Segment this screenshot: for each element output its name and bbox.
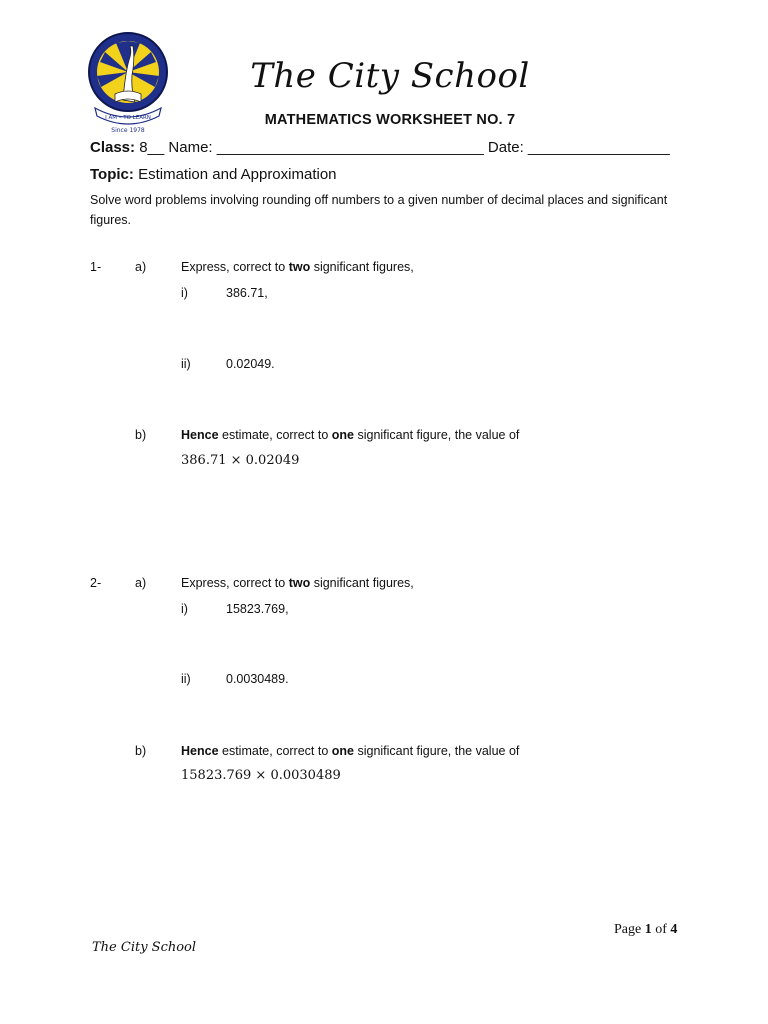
part-b-expression: 15823.769 × 0.0030489 bbox=[181, 768, 341, 783]
sub-ii-label: ii) bbox=[181, 357, 191, 371]
svg-text:Since 1978: Since 1978 bbox=[111, 127, 145, 134]
svg-text:I AM – TO LEARN: I AM – TO LEARN bbox=[105, 115, 151, 121]
part-b-expression: 386.71 × 0.02049 bbox=[181, 453, 300, 468]
date-label: Date: bbox=[487, 139, 524, 156]
sub-i-label: i) bbox=[181, 286, 188, 300]
part-a-instruction: Express, correct to two significant figures, bbox=[181, 260, 414, 274]
sub-ii-value: 0.02049. bbox=[226, 357, 275, 371]
date-blank: _________________ bbox=[527, 139, 670, 156]
name-label: Name: bbox=[168, 139, 213, 156]
part-a-instruction: Express, correct to two significant figures, bbox=[181, 576, 414, 590]
footer-school-name: The City School bbox=[92, 940, 197, 955]
sub-ii-value: 0.0030489. bbox=[226, 672, 289, 686]
question-number: 1- bbox=[90, 260, 102, 274]
worksheet-title: MATHEMATICS WORKSHEET NO. 7 bbox=[264, 112, 516, 128]
part-b-instruction: Hence estimate, correct to one significant figure, the value of bbox=[181, 428, 520, 442]
school-name: The City School bbox=[250, 56, 530, 96]
page-number: Page 1 of 4 bbox=[614, 922, 678, 937]
topic-value: Estimation and Approximation bbox=[138, 166, 337, 183]
name-blank: ________________________________ bbox=[216, 139, 484, 156]
description: Solve word problems involving rounding off numbers to a given number of decimal places and significant figures. bbox=[90, 193, 668, 227]
sub-i-label: i) bbox=[181, 602, 188, 616]
class-label: Class: bbox=[90, 139, 136, 156]
class-name-date-line bbox=[90, 139, 670, 156]
sub-i-value: 386.71, bbox=[226, 286, 268, 300]
topic-label: Topic: bbox=[90, 166, 134, 183]
sub-ii-label: ii) bbox=[181, 672, 191, 686]
part-a-label: a) bbox=[135, 576, 147, 590]
class-value: 8__ bbox=[139, 139, 165, 156]
part-b-label: b) bbox=[135, 744, 147, 758]
part-b-instruction: Hence estimate, correct to one significant figure, the value of bbox=[181, 744, 520, 758]
question-number: 2- bbox=[90, 576, 102, 590]
part-b-label: b) bbox=[135, 428, 147, 442]
topic-line bbox=[90, 166, 337, 183]
part-a-label: a) bbox=[135, 260, 147, 274]
sub-i-value: 15823.769, bbox=[226, 602, 289, 616]
